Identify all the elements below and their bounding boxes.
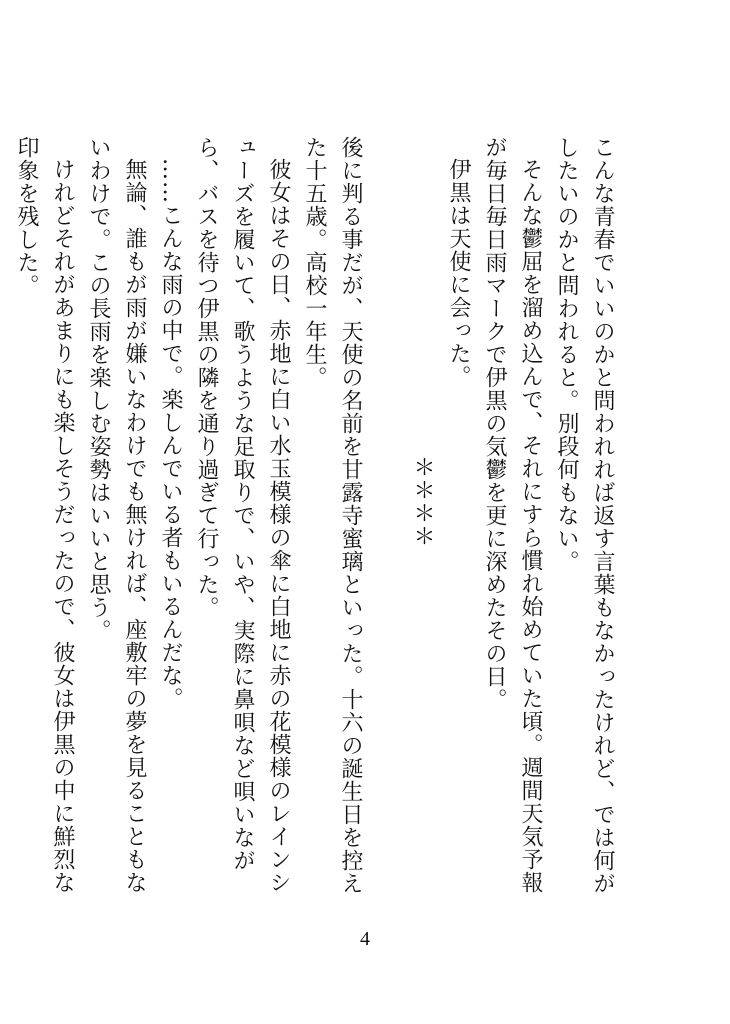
page-number: 4 xyxy=(360,928,370,950)
section-separator: ＊＊＊＊ xyxy=(410,456,435,548)
paragraph-5: 彼女はその日、赤地に白い水玉模様の傘に白地に赤の花模様のレインシューズを履いて、歌うような足取りで、いや、実際に鼻唄など唄いながら、バスを待つ伊黒の隣を通り過ぎて行った。 xyxy=(194,136,291,894)
vertical-text-body xyxy=(14,136,620,916)
paragraph-8: けれどそれがあまりにも楽しそうだったので、彼女は伊黒の中に鮮烈な印象を残した。 xyxy=(14,136,75,894)
paragraph-1: こんな青春でいいのかと問われれば返す言葉もなかったけれど、では何がしたいのかと問われると。別段何もない。 xyxy=(554,136,615,895)
paragraph-6: ……こんな雨の中で。楽しんでいる者もいるんだな。 xyxy=(158,158,183,710)
paragraph-4: 後に判る事だが、天使の名前を甘露寺蜜璃といった。十六の誕生日を控えた十五歳。高校一年生。 xyxy=(302,136,363,895)
paragraph-2: そんな鬱屈を溜め込んで、それにすら慣れ始めていた頃。週間天気予報が毎日毎日雨マークで伊黒の気鬱を更に深めたその日。 xyxy=(482,136,543,894)
paragraph-3: 伊黒は天使に会った。 xyxy=(446,158,471,388)
paragraph-7: 無論、誰もが雨が嫌いなわけでも無ければ、座敷牢の夢を見ることもないわけで。この長雨を楽しむ姿勢はいいと思う。 xyxy=(86,136,147,894)
